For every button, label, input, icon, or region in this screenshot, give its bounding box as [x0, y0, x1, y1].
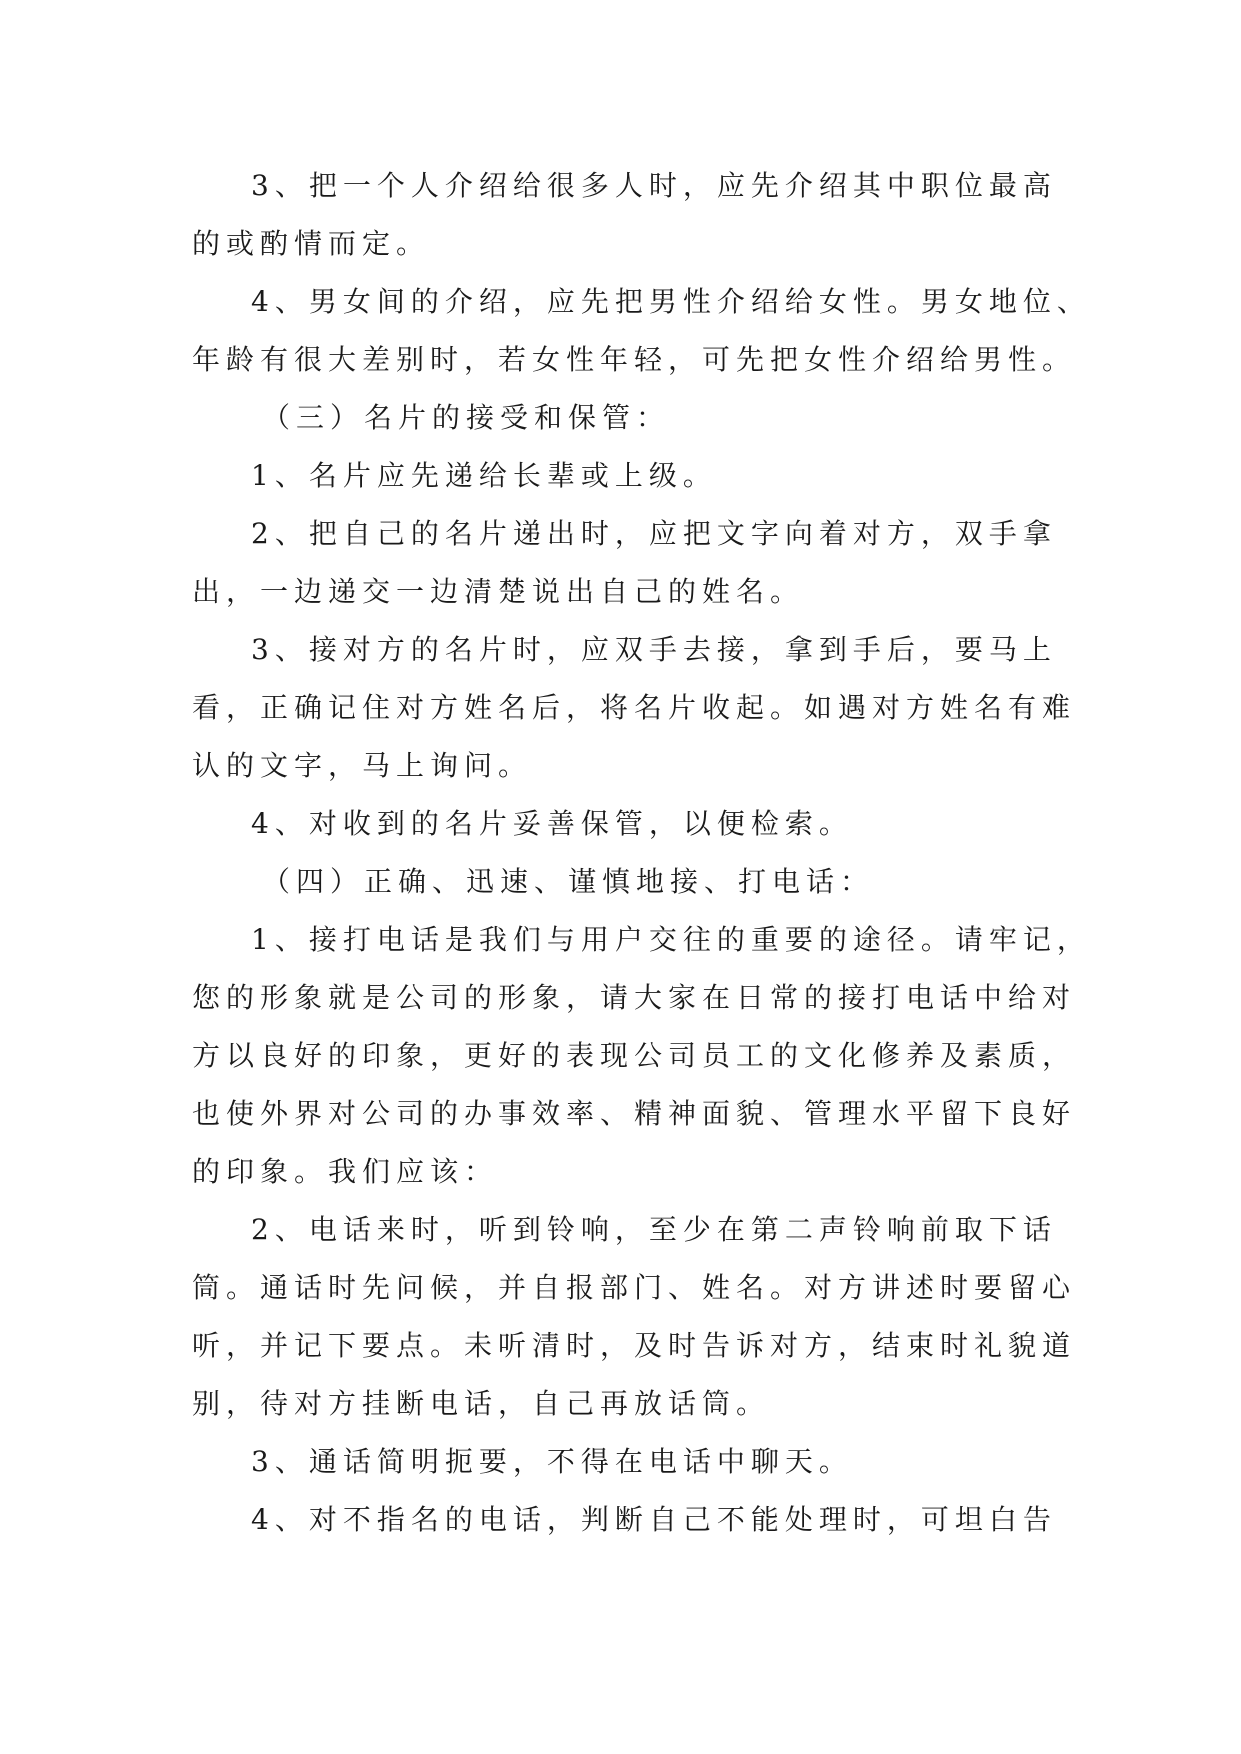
- paragraph-line: [0, 156, 1241, 216]
- line-text: 4、对不指名的电话，判断自己不能处理时，可坦白告: [251, 1503, 1057, 1536]
- section-heading: [0, 388, 1241, 448]
- line-text: 筒。通话时先问候，并自报部门、姓名。对方讲述时要留心: [192, 1271, 1077, 1304]
- line-text: 4、男女间的介绍，应先把男性介绍给女性。男女地位、: [251, 285, 1091, 318]
- paragraph-line: [0, 562, 1241, 622]
- line-text: 出，一边递交一边清楚说出自己的姓名。: [192, 575, 805, 608]
- paragraph-line: [0, 736, 1241, 796]
- paragraph-line: [0, 678, 1241, 738]
- line-text: 听，并记下要点。未听清时，及时告诉对方，结束时礼貌道: [192, 1329, 1077, 1362]
- paragraph-line: [0, 1026, 1241, 1086]
- paragraph-line: [0, 968, 1241, 1028]
- line-text: 别，待对方挂断电话，自己再放话筒。: [192, 1387, 771, 1420]
- line-text: 1、名片应先递给长辈或上级。: [251, 459, 717, 492]
- line-text: 1、接打电话是我们与用户交往的重要的途径。请牢记，: [251, 923, 1091, 956]
- heading-text: （四）正确、迅速、谨慎地接、打电话：: [262, 865, 875, 898]
- section-heading: [0, 852, 1241, 912]
- paragraph-line: [0, 794, 1241, 854]
- line-text: 看，正确记住对方姓名后，将名片收起。如遇对方姓名有难: [192, 691, 1077, 724]
- line-text: 也使外界对公司的办事效率、精神面貌、管理水平留下良好: [192, 1097, 1077, 1130]
- line-text: 方以良好的印象，更好的表现公司员工的文化修养及素质，: [192, 1039, 1077, 1072]
- paragraph-line: [0, 1142, 1241, 1202]
- paragraph-line: [0, 620, 1241, 680]
- paragraph-line: [0, 1374, 1241, 1434]
- paragraph-line: [0, 1432, 1241, 1492]
- paragraph-line: [0, 910, 1241, 970]
- paragraph-line: [0, 1258, 1241, 1318]
- line-text: 3、接对方的名片时，应双手去接，拿到手后，要马上: [251, 633, 1057, 666]
- paragraph-line: [0, 1200, 1241, 1260]
- paragraph-line: [0, 1316, 1241, 1376]
- line-text: 的印象。我们应该：: [192, 1155, 499, 1188]
- paragraph-line: [0, 1084, 1241, 1144]
- paragraph-line: [0, 272, 1241, 332]
- line-text: 4、对收到的名片妥善保管，以便检索。: [251, 807, 853, 840]
- paragraph-line: [0, 446, 1241, 506]
- line-text: 您的形象就是公司的形象，请大家在日常的接打电话中给对: [192, 981, 1077, 1014]
- paragraph-line: [0, 214, 1241, 274]
- paragraph-line: [0, 504, 1241, 564]
- line-text: 3、把一个人介绍给很多人时，应先介绍其中职位最高: [251, 169, 1057, 202]
- line-text: 年龄有很大差别时，若女性年轻，可先把女性介绍给男性。: [192, 343, 1077, 376]
- paragraph-line: [0, 1490, 1241, 1550]
- line-text: 2、电话来时，听到铃响，至少在第二声铃响前取下话: [251, 1213, 1057, 1246]
- line-text: 3、通话简明扼要，不得在电话中聊天。: [251, 1445, 853, 1478]
- paragraph-line: [0, 330, 1241, 390]
- line-text: 的或酌情而定。: [192, 227, 431, 260]
- line-text: 认的文字，马上询问。: [192, 749, 533, 782]
- line-text: 2、把自己的名片递出时，应把文字向着对方，双手拿: [251, 517, 1057, 550]
- heading-text: （三）名片的接受和保管：: [262, 401, 671, 434]
